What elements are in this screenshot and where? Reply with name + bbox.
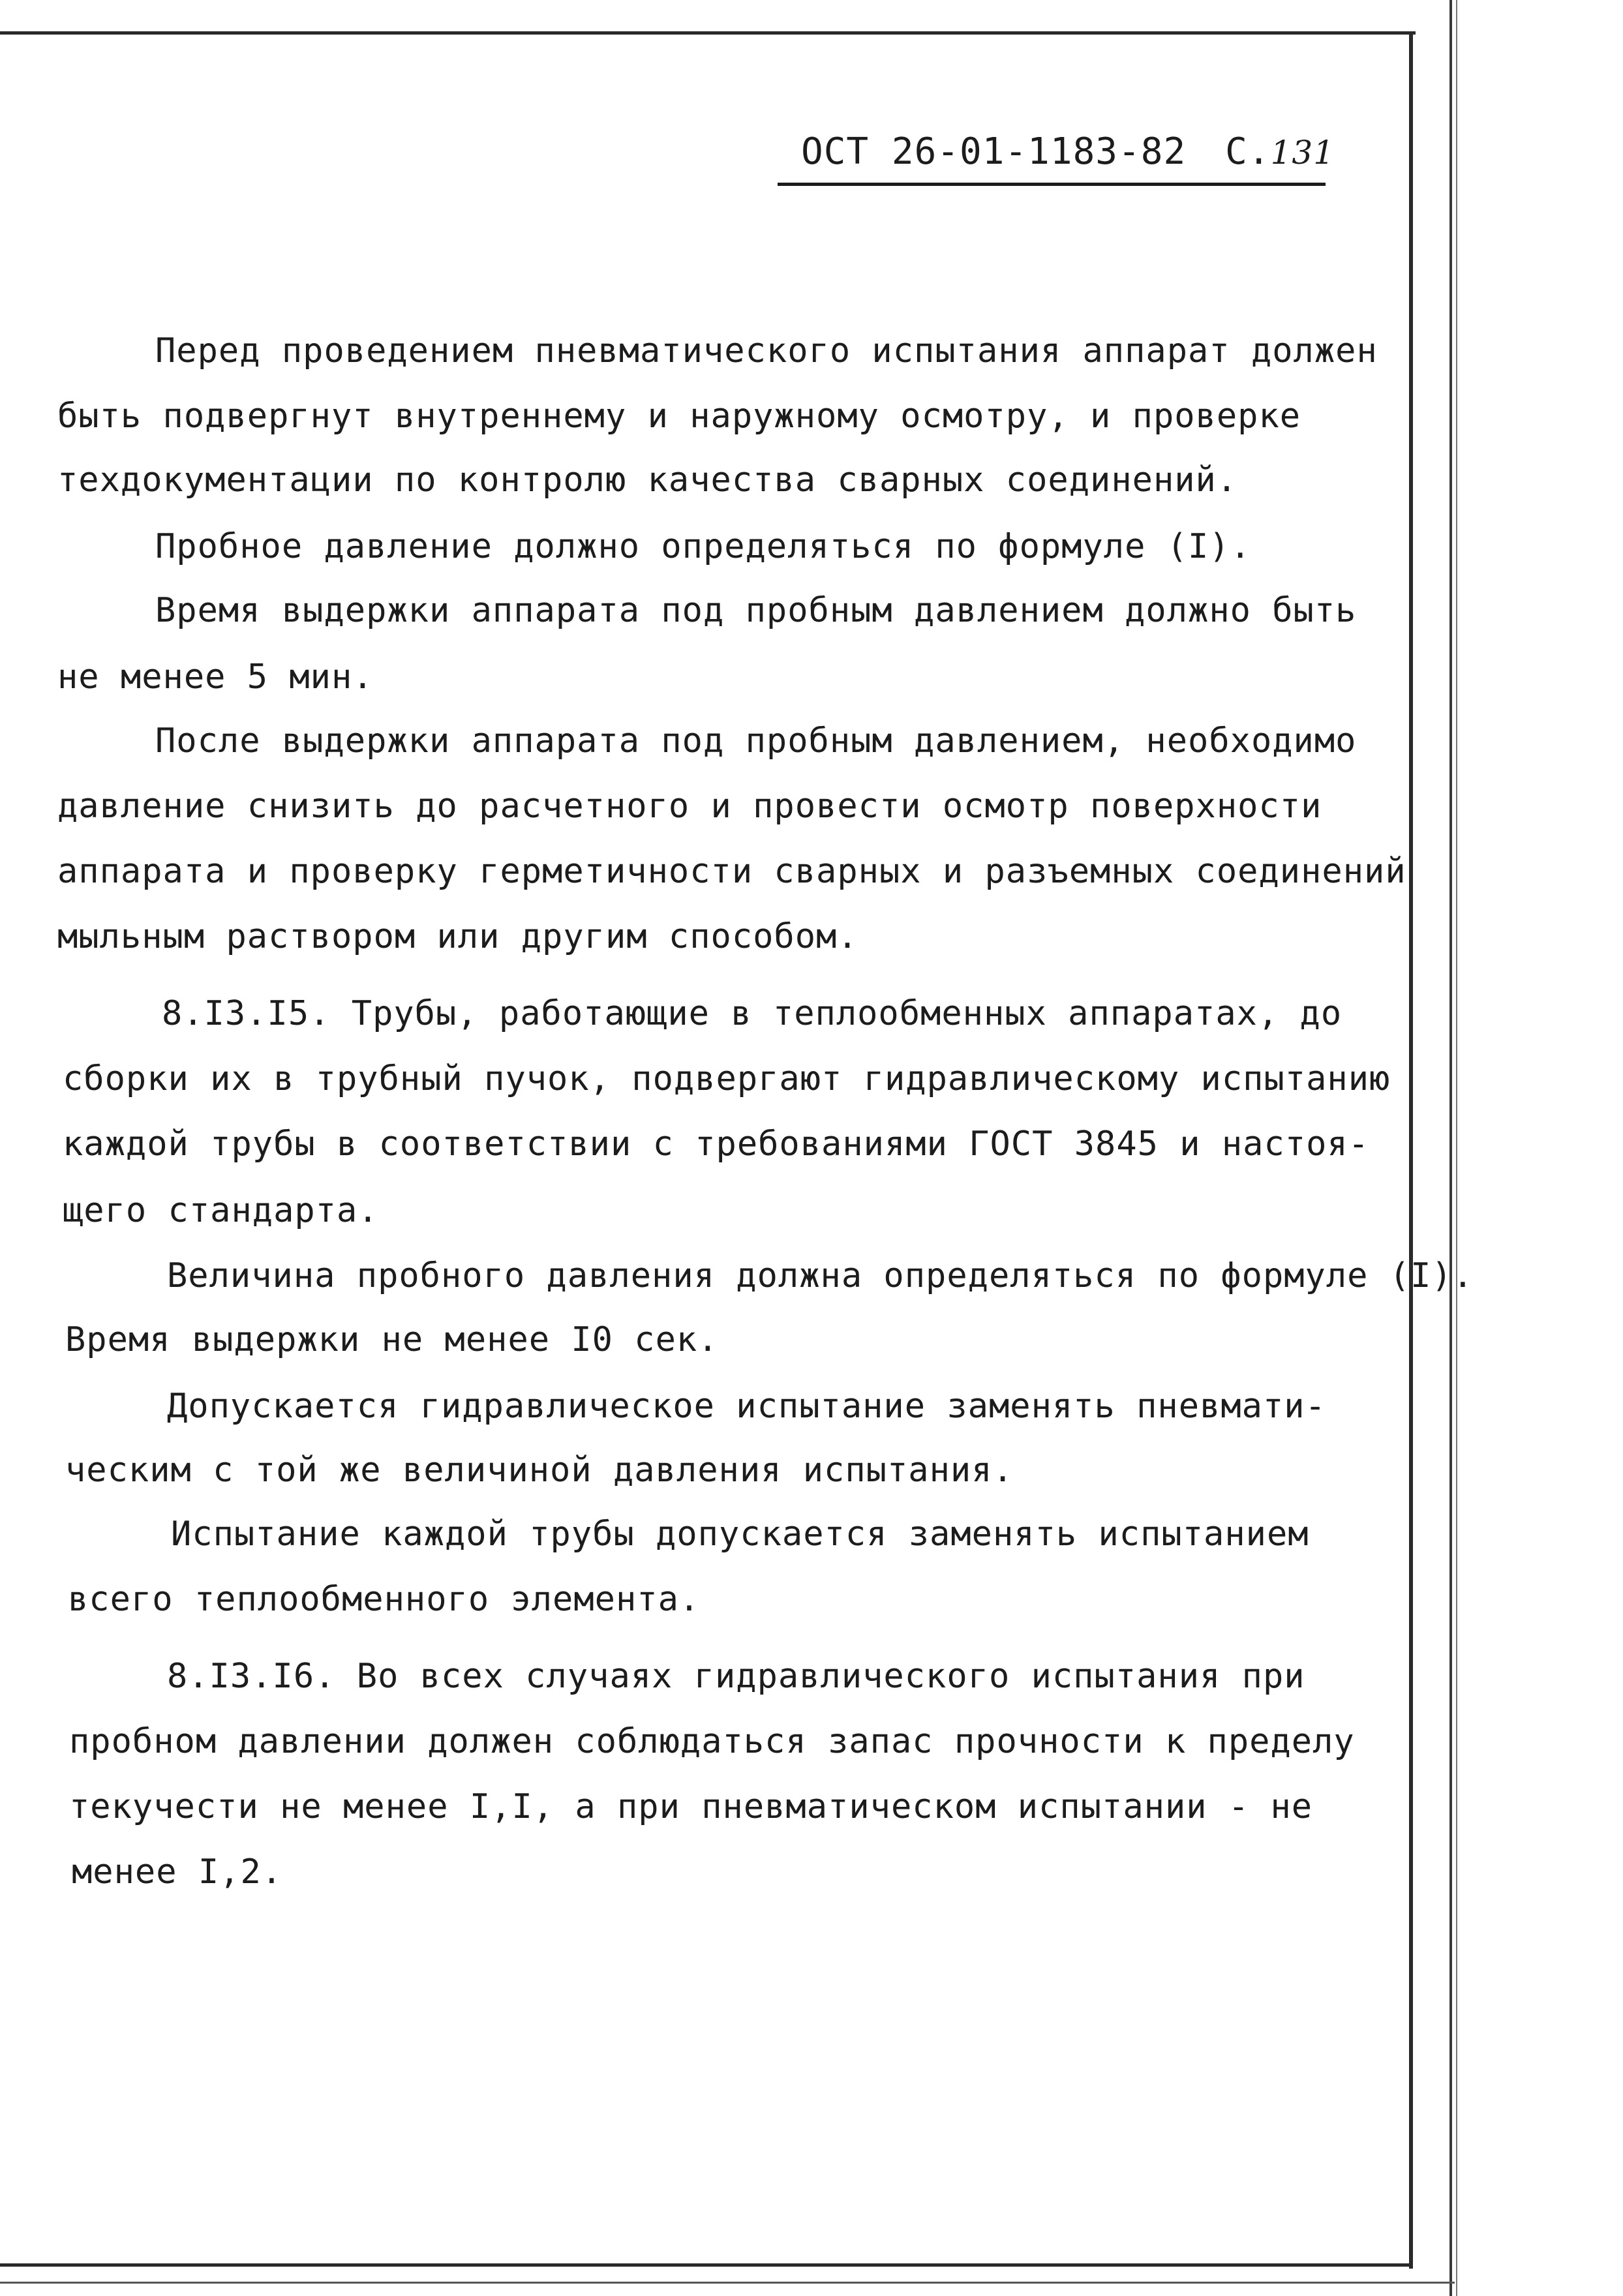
section-8-13-15: 8.I3.I5. Трубы, работающие в теплообменных аппаратах, до <box>162 994 1342 1033</box>
body-line: сборки их в трубный пучок, подвергают гидравлическому испытанию <box>63 1059 1391 1098</box>
scan-edge-bottom <box>0 2282 1455 2284</box>
body-line: аппарата и проверку герметичности сварных и разъемных соединений <box>57 852 1406 891</box>
body-line: ческим с той же величиной давления испытания. <box>65 1451 1014 1490</box>
body-line: мыльным раствором или другим способом. <box>57 917 858 956</box>
body-line: каждой трубы в соответствии с требованиями ГОСТ 3845 и настоя- <box>63 1125 1370 1164</box>
body-line: всего теплообменного элемента. <box>68 1580 701 1619</box>
body-line: менее I,2. <box>72 1852 283 1892</box>
frame-right-line <box>1409 31 1413 2269</box>
body-line: техдокументации по контролю качества сварных соединений. <box>57 461 1238 500</box>
body-line: Время выдержки аппарата под пробным давлением должно быть <box>155 591 1357 630</box>
body-line: быть подвергнут внутреннему и наружному осмотру, и проверке <box>57 397 1301 436</box>
page-header <box>801 130 1335 183</box>
scan-edge-right-inner <box>1456 0 1457 2296</box>
body-line: Пробное давление должно определяться по формуле (I). <box>155 527 1251 566</box>
body-line: Испытание каждой трубы допускается заменять испытанием <box>171 1515 1309 1554</box>
scan-edge-right <box>1449 0 1452 2296</box>
frame-bottom-line <box>0 2263 1413 2267</box>
body-line: Величина пробного давления должна определяться по формуле (I). <box>167 1256 1474 1295</box>
page-prefix: С. <box>1225 130 1271 173</box>
body-line: пробном давлении должен соблюдаться запас прочности к пределу <box>69 1722 1355 1761</box>
body-line: После выдержки аппарата под пробным давлением, необходимо <box>155 721 1357 761</box>
body-line: Перед проведением пневматического испытания аппарат должен <box>155 331 1378 370</box>
header-underline <box>778 183 1326 186</box>
page-number: 131 <box>1270 134 1335 172</box>
body-line: текучести не менее I,I, а при пневматическом испытании - не <box>69 1787 1313 1826</box>
document-code: ОСТ 26-01-1183-82 <box>801 130 1187 173</box>
body-line: Время выдержки не менее I0 сек. <box>65 1320 719 1359</box>
section-8-13-16: 8.I3.I6. Во всех случаях гидравлического испытания при <box>167 1657 1305 1696</box>
body-line: не менее 5 мин. <box>57 657 374 697</box>
body-line: давление снизить до расчетного и провести осмотр поверхности <box>57 787 1322 826</box>
body-line: Допускается гидравлическое испытание заменять пневмати- <box>167 1387 1326 1426</box>
frame-top-line <box>0 31 1416 35</box>
body-line: щего стандарта. <box>63 1191 379 1230</box>
